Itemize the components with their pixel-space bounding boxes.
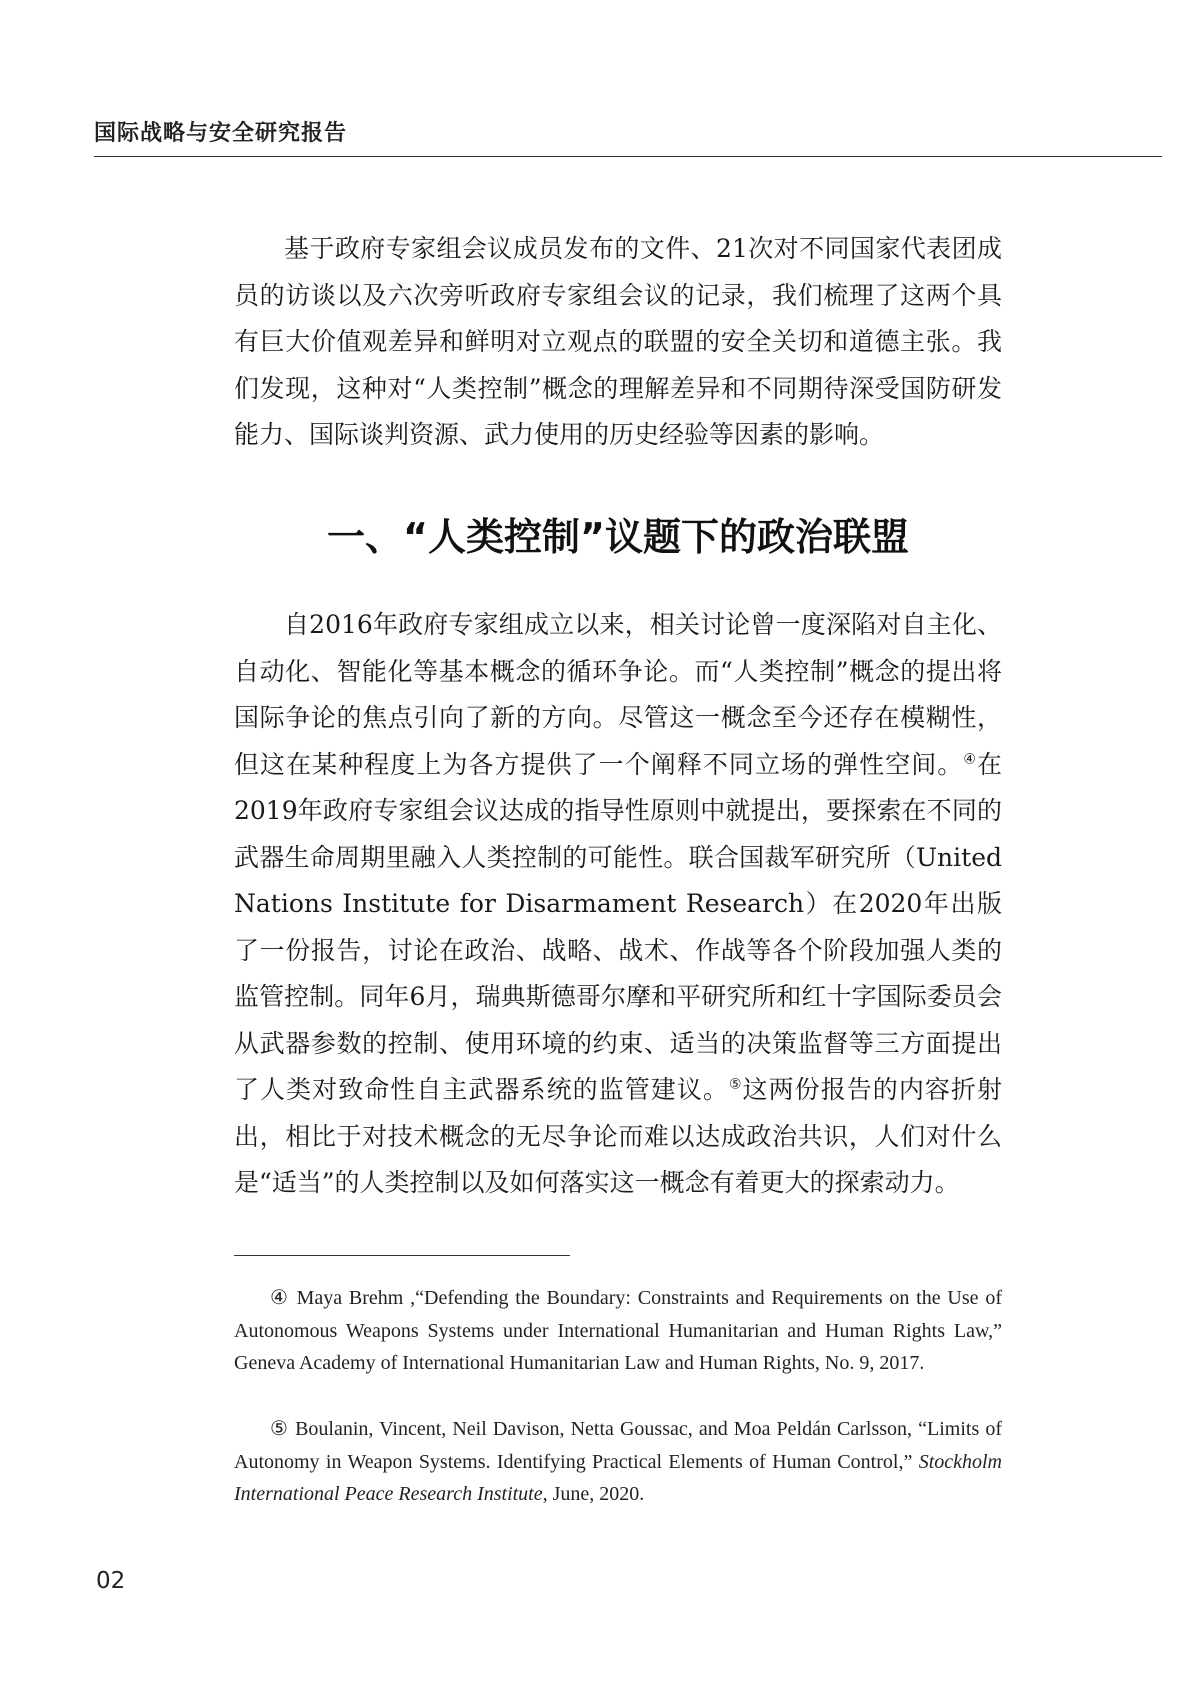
header-rule	[94, 156, 1162, 157]
footnote-separator	[234, 1255, 570, 1256]
footnote-5-text: ⑤ Boulanin, Vincent, Neil Davison, Netta Goussac, and Moa Peldán Carlsson, “Limits of Autonomy in Weapon Systems. Identifying Practical Elements of Human Control,”	[234, 1418, 1002, 1473]
body-text-part-2: 在2019年政府专家组会议达成的指导性原则中就提出，要探索在不同的武器生命周期里融入人类控制的可能性。联合国裁军研究所（United Nations Institute for Disarmament Research）在2020年出版了一份报告，讨论在政治、战略、战术、作战等各个阶段加强人类的监管控制。同年6月，瑞典斯德哥尔摩和平研究所和红十字国际委员会从武器参数的控制、使用环境的约束、适当的决策监督等三方面提出了人类对致命性自主武器系统的监管建议。	[234, 749, 1002, 1104]
intro-paragraph: 基于政府专家组会议成员发布的文件、21次对不同国家代表团成员的访谈以及六次旁听政府专家组会议的记录，我们梳理了这两个具有巨大价值观差异和鲜明对立观点的联盟的安全关切和道德主张。我们发现，这种对“人类控制”概念的理解差异和不同期待深受国防研发能力、国际谈判资源、武力使用的历史经验等因素的影响。	[234, 234, 1002, 449]
footnote-5	[234, 1413, 1002, 1511]
footnote-ref-4[interactable]: ④	[963, 751, 977, 768]
body-text-part-1: 自2016年政府专家组成立以来，相关讨论曾一度深陷对自主化、自动化、智能化等基本概念的循环争论。而“人类控制”概念的提出将国际争论的焦点引向了新的方向。尽管这一概念至今还存在模糊性，但这在某种程度上为各方提供了一个阐释不同立场的弹性空间。	[234, 610, 1002, 779]
footnote-ref-5[interactable]: ⑤	[728, 1076, 743, 1093]
section-heading: 一、“人类控制”议题下的政治联盟	[327, 515, 909, 559]
running-title: 国际战略与安全研究报告	[94, 121, 348, 146]
body-text-part-3: 这两份报告的内容折射出，相比于对技术概念的无尽争论而难以达成政治共识，人们对什么是“适当”的人类控制以及如何落实这一概念有着更大的探索动力。	[234, 1075, 1002, 1197]
page-number: 02	[96, 1568, 126, 1594]
body-paragraph	[234, 602, 1002, 1207]
footnote-5-date: , June, 2020.	[542, 1483, 645, 1505]
footnote-4: ④ Maya Brehm ,“Defending the Boundary: Constraints and Requirements on the Use of Autonomous Weapons Systems under International Humanitarian and Human Rights Law,” Geneva Academy of International Humanitarian Law and Human Rights, No. 9, 2017.	[234, 1287, 1002, 1374]
footnote-5-publisher: Stockholm International Peace Research Institute	[234, 1450, 1002, 1505]
